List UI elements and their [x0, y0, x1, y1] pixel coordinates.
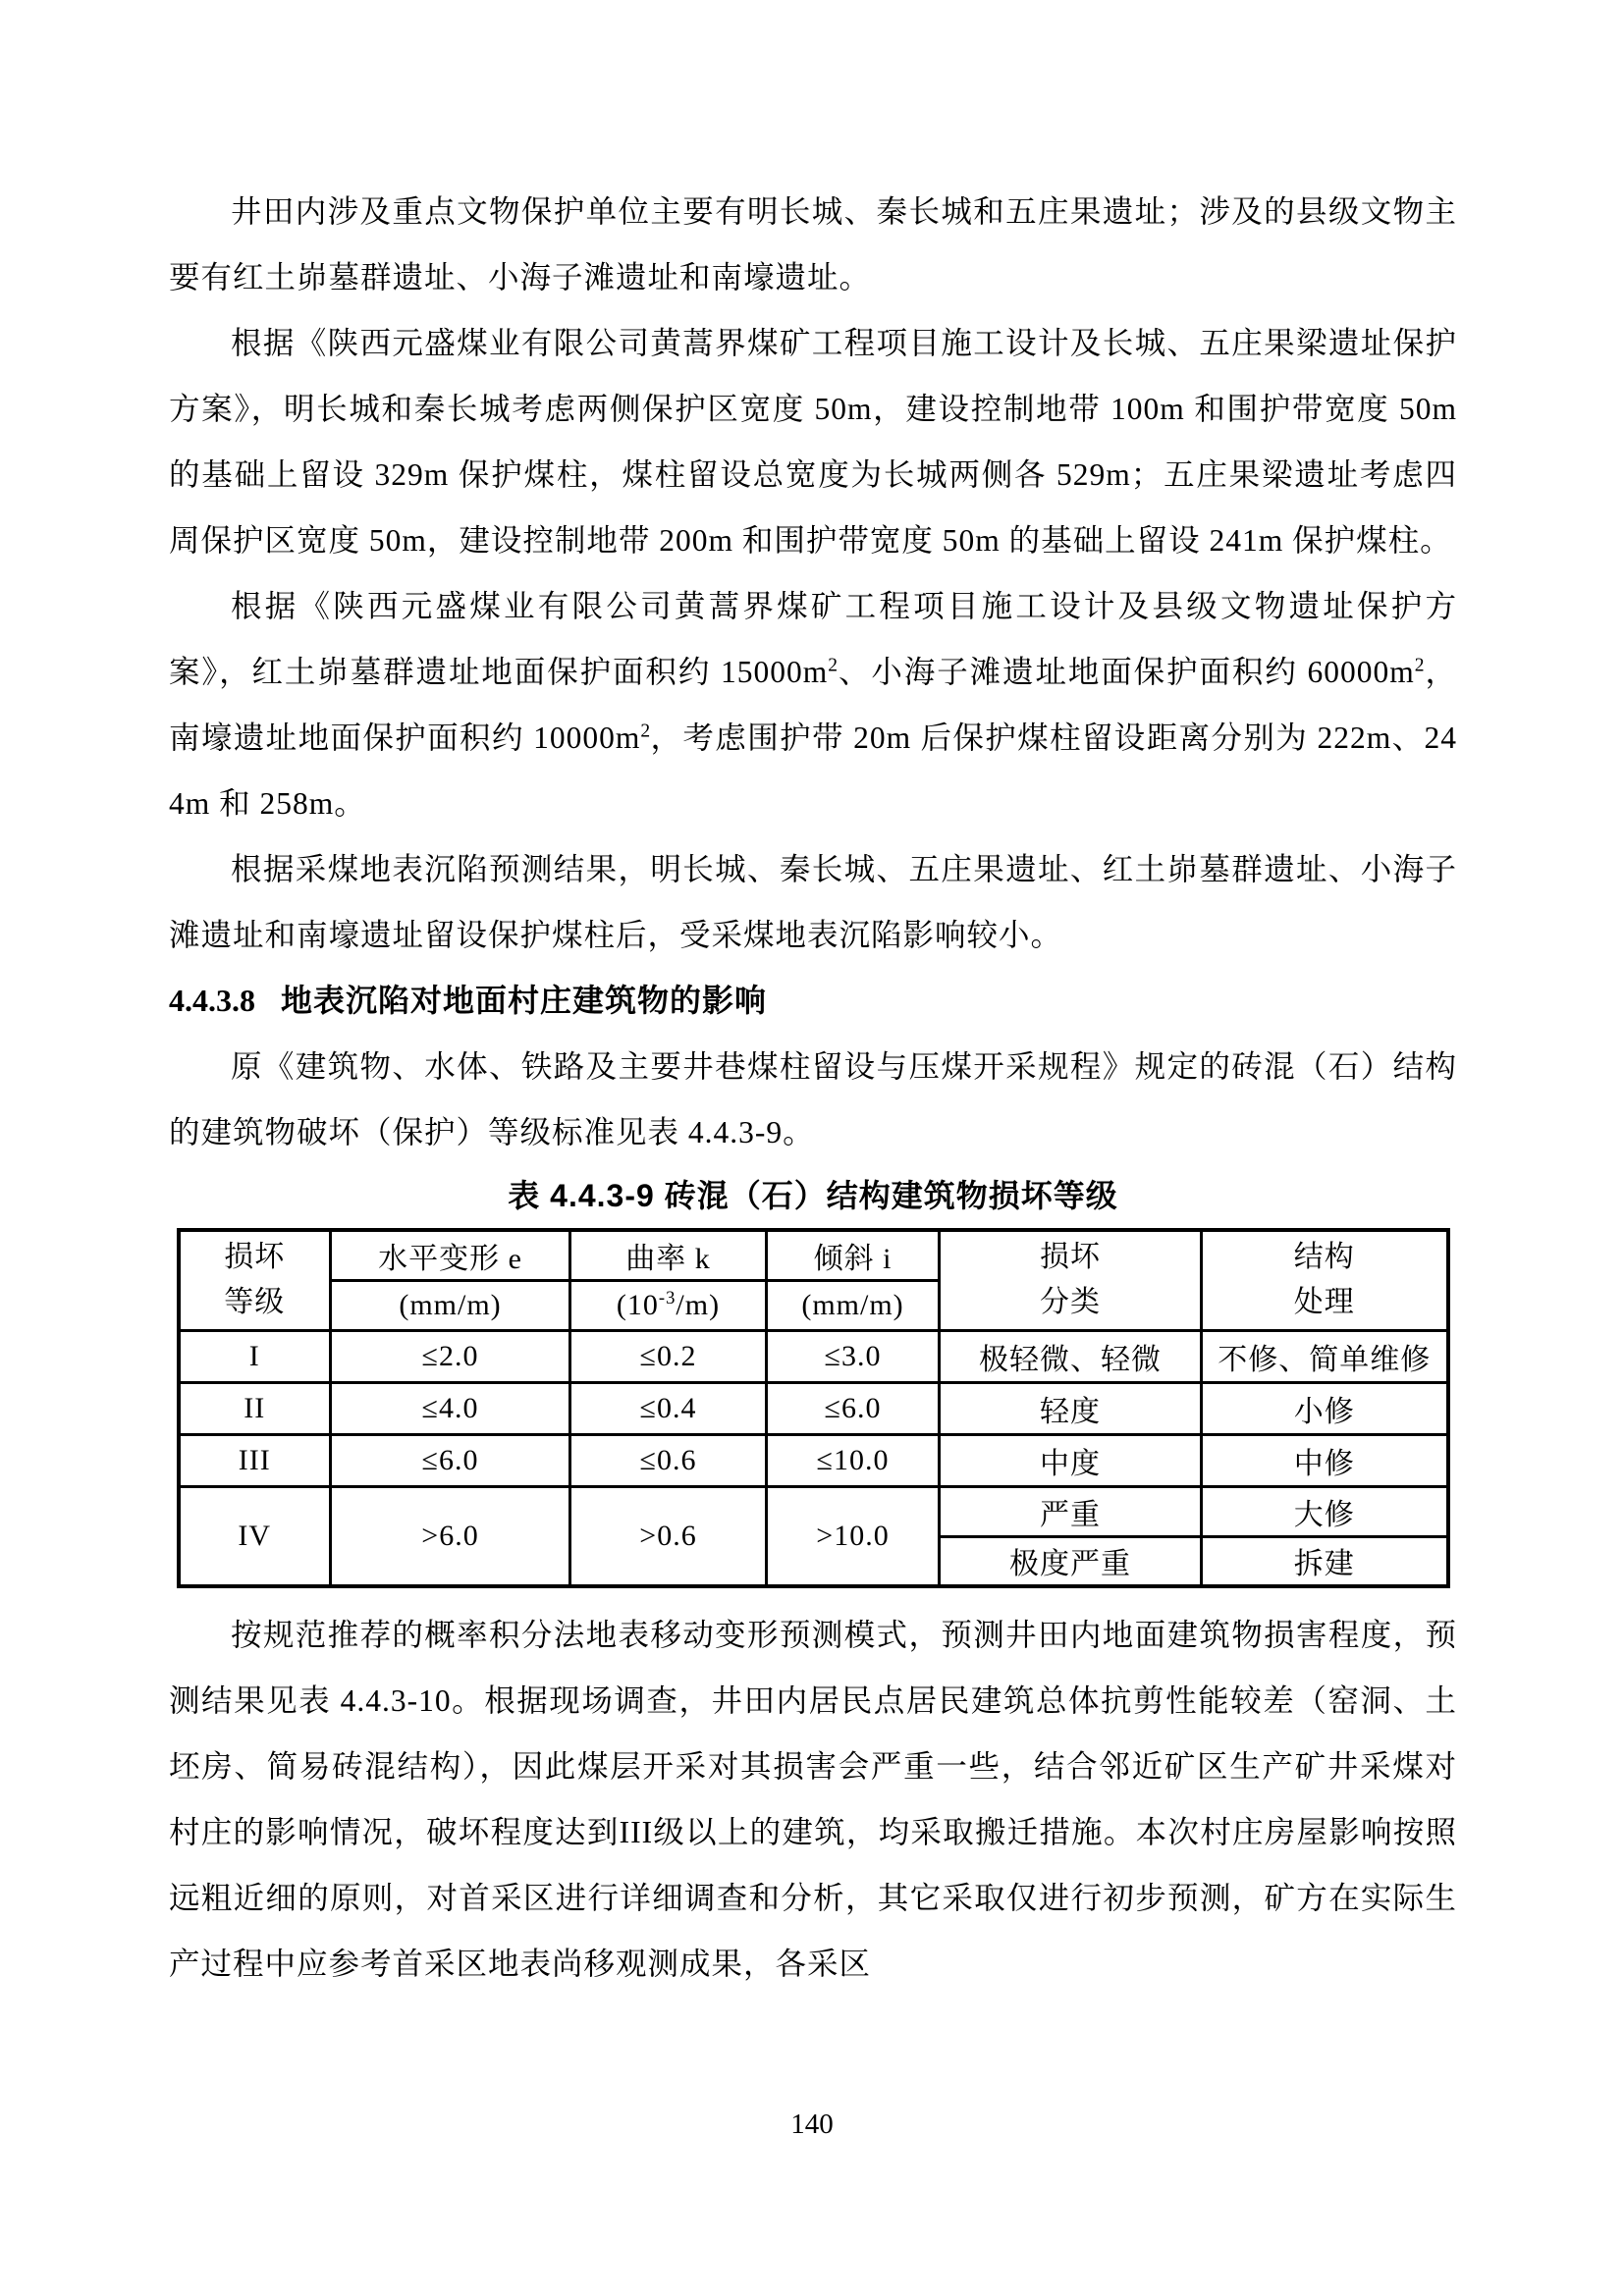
- damage-grade-table: [177, 1228, 1450, 1588]
- cell-i: ≤3.0: [767, 1330, 940, 1382]
- cell-grade: III: [179, 1434, 331, 1486]
- cell-i: >10.0: [767, 1486, 940, 1586]
- page-content: [169, 179, 1457, 1997]
- header-curvature-unit: [570, 1280, 767, 1330]
- cell-k: ≤0.6: [570, 1434, 767, 1486]
- cell-grade: IV: [179, 1486, 331, 1586]
- table-title: 表 4.4.3-9 砖混（石）结构建筑物损坏等级: [508, 1178, 1118, 1213]
- header-treatment: [1202, 1230, 1448, 1330]
- curvature-unit-base: (10: [616, 1288, 659, 1321]
- header-treatment-line2: 处理: [1293, 1286, 1355, 1319]
- curvature-unit-rest: /m): [676, 1288, 721, 1321]
- cell-k: ≤0.2: [570, 1330, 767, 1382]
- table-header-row-1: [179, 1230, 1448, 1280]
- paragraph-greatwall-protection: 根据《陕西元盛煤业有限公司黄蒿界煤矿工程项目施工设计及长城、五庄果梁遗址保护方案》，明长城和秦长城考虑两侧保护区宽度 50m，建设控制地带 100m 和围护带宽度 50m 的基础上留设 329m 保护煤柱，煤柱留设总宽度为长城两侧各 529m；五庄果梁遗址考虑四周保护区宽度 50m，建设控制地带 200m 和围护带宽度 50m 的基础上留设 241m 保护煤柱。: [169, 326, 1457, 558]
- table-row-grade-4a: [179, 1486, 1448, 1536]
- paragraph-subsidence-conclusion: 根据采煤地表沉陷预测结果，明长城、秦长城、五庄果遗址、红土峁墓群遗址、小海子滩遗址和南壕遗址留设保护煤柱后，受采煤地表沉陷影响较小。: [169, 852, 1457, 952]
- paragraph-regulation-reference: 原《建筑物、水体、铁路及主要井巷煤柱留设与压煤开采规程》规定的砖混（石）结构的建筑物破坏（保护）等级标准见表 4.4.3-9。: [169, 1049, 1457, 1149]
- cell-e: ≤4.0: [331, 1382, 570, 1434]
- section-number: 4.4.3.8: [169, 983, 255, 1018]
- paragraph-county-relics-protection: [169, 573, 1457, 836]
- cell-treatment: 不修、简单维修: [1202, 1330, 1448, 1382]
- header-damage-class-line1: 损坏: [1040, 1241, 1101, 1274]
- cell-i: ≤10.0: [767, 1434, 940, 1486]
- table-row-grade-2: [179, 1382, 1448, 1434]
- header-horizontal-deformation-unit: (mm/m): [331, 1280, 570, 1330]
- cell-treatment: 小修: [1202, 1382, 1448, 1434]
- header-damage-class: [940, 1230, 1202, 1330]
- p3-superscript-5: 2: [640, 721, 651, 742]
- section-heading: [169, 968, 1457, 1034]
- p3-seg-0: 根据《陕西元盛煤业有限公司黄蒿界煤矿工程项目施工设计及县级文物遗址保护方案》，红土峁墓群遗址地面保护面积约 15000m: [169, 589, 1457, 689]
- header-damage-grade-line1: 损坏: [224, 1241, 286, 1274]
- paragraph-heritage-sites: 井田内涉及重点文物保护单位主要有明长城、秦长城和五庄果遗址；涉及的县级文物主要有红土峁墓群遗址、小海子滩遗址和南壕遗址。: [169, 194, 1457, 294]
- cell-class: 极轻微、轻微: [940, 1330, 1202, 1382]
- page-number: 140: [790, 2109, 834, 2140]
- cell-k: ≤0.4: [570, 1382, 767, 1434]
- p3-seg-4: ，南壕遗址地面保护面积约 10000m: [169, 655, 1457, 755]
- p3-seg-6: ，考虑围护带 20m 后保护煤柱留设距离分别为 222m、244m 和 258m。: [169, 721, 1457, 821]
- cell-class: 严重: [940, 1486, 1202, 1536]
- cell-treatment: 中修: [1202, 1434, 1448, 1486]
- table-row-grade-1: [179, 1330, 1448, 1382]
- header-horizontal-deformation: 水平变形 e: [331, 1230, 570, 1280]
- cell-class: 极度严重: [940, 1536, 1202, 1586]
- cell-grade: I: [179, 1330, 331, 1382]
- header-damage-grade: [179, 1230, 331, 1330]
- cell-class: 中度: [940, 1434, 1202, 1486]
- cell-treatment: 大修: [1202, 1486, 1448, 1536]
- p3-seg-2: 、小海子滩遗址地面保护面积约 60000m: [838, 655, 1415, 689]
- cell-grade: II: [179, 1382, 331, 1434]
- table-row-grade-3: [179, 1434, 1448, 1486]
- p3-superscript-1: 2: [828, 655, 839, 676]
- cell-e: >6.0: [331, 1486, 570, 1586]
- cell-e: ≤6.0: [331, 1434, 570, 1486]
- curvature-unit-exponent: -3: [658, 1287, 677, 1308]
- section-title: 地表沉陷对地面村庄建筑物的影响: [281, 983, 768, 1018]
- p3-superscript-3: 2: [1414, 655, 1425, 676]
- header-treatment-line1: 结构: [1293, 1241, 1355, 1274]
- cell-i: ≤6.0: [767, 1382, 940, 1434]
- cell-treatment: 拆建: [1202, 1536, 1448, 1586]
- header-inclination: 倾斜 i: [767, 1230, 940, 1280]
- header-inclination-unit: (mm/m): [767, 1280, 940, 1330]
- paragraph-prediction-and-relocation: 按规范推荐的概率积分法地表移动变形预测模式，预测井田内地面建筑物损害程度，预测结果见表 4.4.3-10。根据现场调查，井田内居民点居民建筑总体抗剪性能较差（窑洞、土坯房、简易砖混结构），因此煤层开采对其损害会严重一些，结合邻近矿区生产矿井采煤对村庄的影响情况，破坏程度达到III级以上的建筑，均采取搬迁措施。本次村庄房屋影响按照远粗近细的原则，对首采区进行详细调查和分析，其它采取仅进行初步预测，矿方在实际生产过程中应参考首采区地表尚移观测成果，各采区: [169, 1618, 1457, 1981]
- header-curvature: 曲率 k: [570, 1230, 767, 1280]
- cell-e: ≤2.0: [331, 1330, 570, 1382]
- cell-class: 轻度: [940, 1382, 1202, 1434]
- cell-k: >0.6: [570, 1486, 767, 1586]
- header-damage-grade-line2: 等级: [224, 1286, 286, 1319]
- header-damage-class-line2: 分类: [1040, 1286, 1101, 1319]
